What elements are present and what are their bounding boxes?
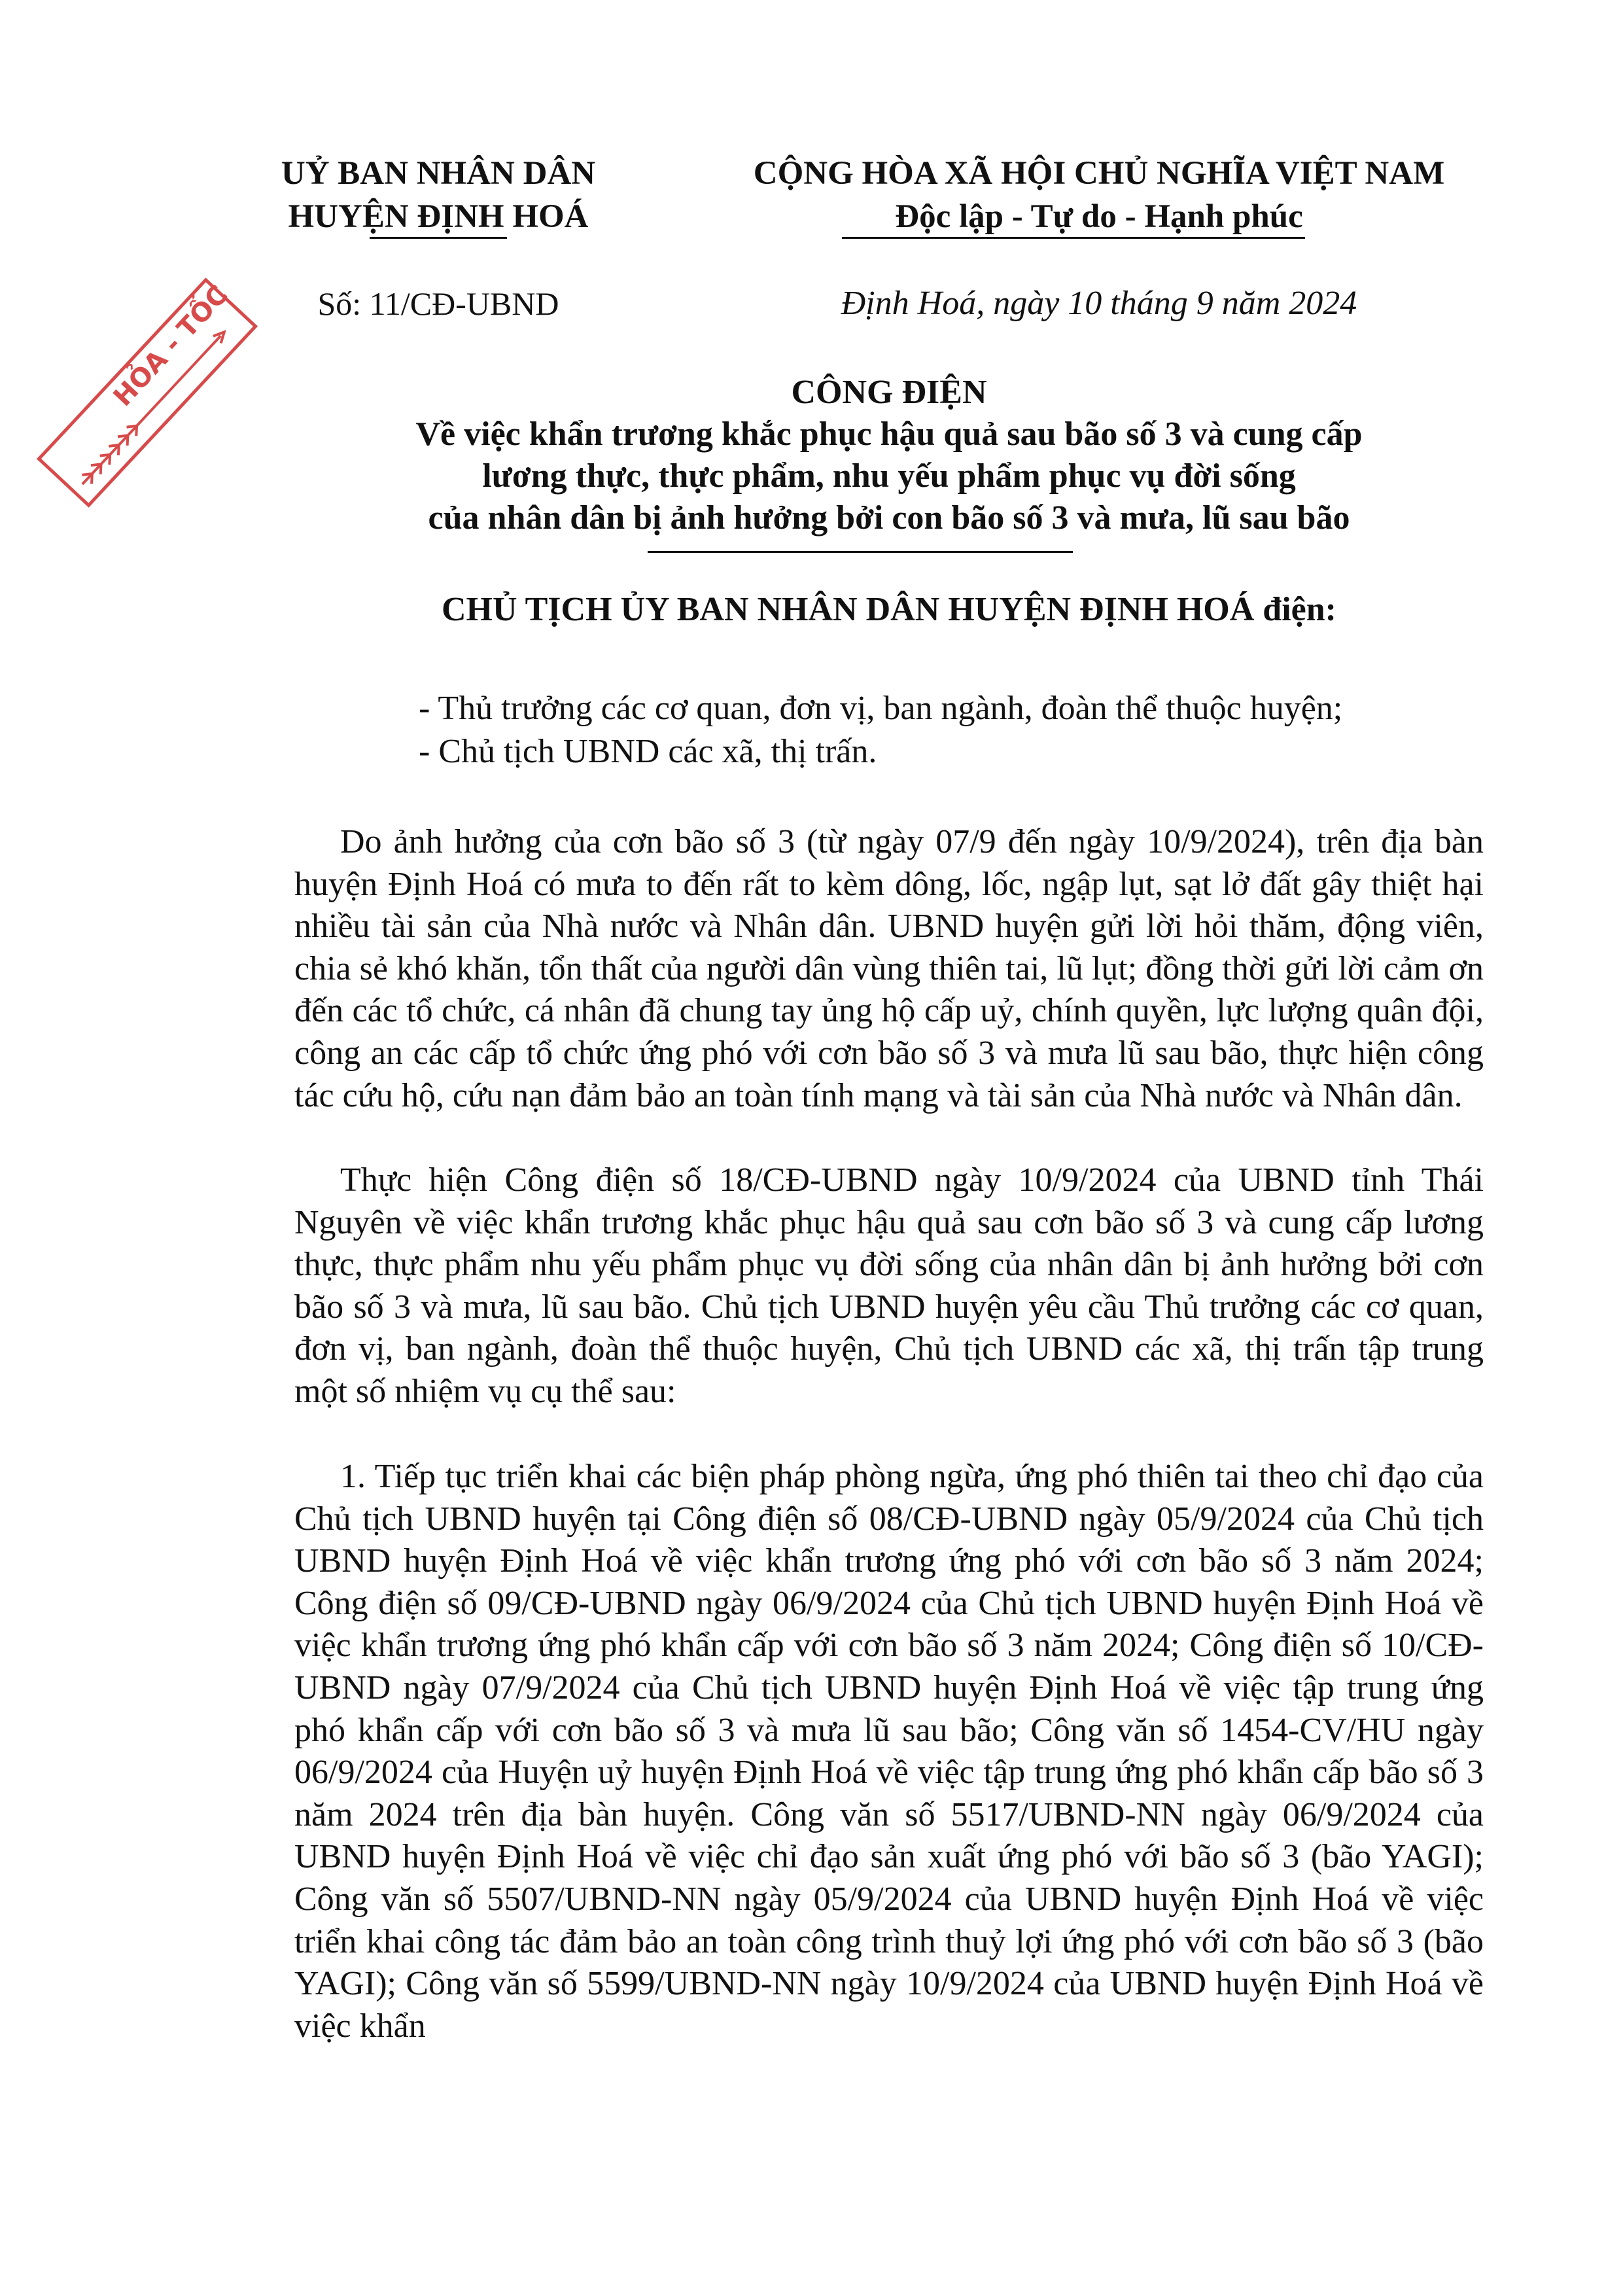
document-number: Số: 11/CĐ-UBND	[317, 285, 559, 322]
subject-line-3: của nhân dân bị ảnh hưởng bởi con bão số 3 và mưa, lũ sau bão	[428, 499, 1350, 537]
recipient-item: - Chủ tịch UBND các xã, thị trấn.	[419, 733, 877, 770]
subject-line-2: lương thực, thực phẩm, nhu yếu phẩm phục vụ đời sống	[482, 457, 1296, 495]
subject	[294, 414, 1484, 539]
recipient-item: - Thủ trưởng các cơ quan, đơn vị, ban ngành, đoàn thể thuộc huyện;	[419, 690, 1343, 727]
body-paragraph-3: 1. Tiếp tục triển khai các biện pháp phòng ngừa, ứng phó thiên tai theo chỉ đạo của Chủ tịch UBND huyện tại Công điện số 08/CĐ-UBND ngày 05/9/2024 của Chủ tịch UBND huyện Định Hoá về việc khẩn trương ứng phó với cơn bão số 3 năm 2024; Công điện số 09/CĐ-UBND ngày 06/9/2024 của Chủ tịch UBND huyện Định Hoá về việc khẩn trương ứng phó khẩn cấp với cơn bão số 3 năm 2024; Công điện số 10/CĐ-UBND ngày 07/9/2024 của Chủ tịch UBND huyện Định Hoá về việc tập trung ứng phó khẩn cấp với cơn bão số 3 và mưa lũ sau bão; Công văn số 1454-CV/HU ngày 06/9/2024 của Huyện uỷ huyện Định Hoá về việc tập trung ứng phó khẩn cấp bão số 3 năm 2024 trên địa bàn huyện. Công văn số 5517/UBND-NN ngày 06/9/2024 của UBND huyện Định Hoá về việc chỉ đạo sản xuất ứng phó với bão số 3 (bão YAGI); Công văn số 5507/UBND-NN ngày 05/9/2024 của UBND huyện Định Hoá về việc triển khai công tác đảm bảo an toàn công trình thuỷ lợi ứng phó với cơn bão số 3 (bão YAGI); Công văn số 5599/UBND-NN ngày 10/9/2024 của UBND huyện Định Hoá về việc khẩn	[294, 1458, 1484, 2045]
body-paragraph-1: Do ảnh hưởng của cơn bão số 3 (từ ngày 07/9 đến ngày 10/9/2024), trên địa bàn huyện Định Hoá có mưa to đến rất to kèm dông, lốc, ngập lụt, sạt lở đất gây thiệt hại nhiều tài sản của Nhà nước và Nhân dân. UBND huyện gửi lời hỏi thăm, động viên, chia sẻ khó khăn, tổn thất của người dân vùng thiên tai, lũ lụt; đồng thời gửi lời cảm ơn đến các tổ chức, cá nhân đã chung tay ủng hộ cấp uỷ, chính quyền, lực lượng quân đội, công an các cấp tổ chức ứng phó với cơn bão số 3 và mưa lũ sau bão, thực hiện công tác cứu hộ, cứu nạn đảm bảo an toàn tính mạng và tài sản của Nhà nước và Nhân dân.	[294, 823, 1484, 1114]
document-type: CÔNG ĐIỆN	[791, 374, 987, 411]
motto: Độc lập - Tự do - Hạnh phúc	[895, 198, 1303, 235]
subject-line-1: Về việc khẩn trương khắc phục hậu quả sau bão số 3 và cung cấp	[415, 415, 1363, 453]
country-name: CỘNG HÒA XÃ HỘI CHỦ NGHĨA VIỆT NAM	[753, 155, 1445, 192]
body-paragraph-2: Thực hiện Công điện số 18/CĐ-UBND ngày 10/9/2024 của UBND tỉnh Thái Nguyên về việc khẩn trương khắc phục hậu quả sau cơn bão số 3 và cung cấp lương thực, thực phẩm nhu yếu phẩm phục vụ đời sống của nhân dân bị ảnh hưởng bởi cơn bão số 3 và mưa, lũ sau bão. Chủ tịch UBND huyện yêu cầu Thủ trưởng các cơ quan, đơn vị, ban ngành, đoàn thể thuộc huyện, Chủ tịch UBND các xã, thị trấn tập trung một số nhiệm vụ cụ thể sau:	[294, 1161, 1484, 1410]
stamp-text: HỎA - TỐC	[107, 279, 234, 412]
national-motto	[674, 152, 1524, 238]
agency-underline	[370, 237, 507, 239]
issuer-line: CHỦ TỊCH ỦY BAN NHÂN DÂN HUYỆN ĐỊNH HOÁ điện:	[442, 591, 1336, 628]
title-underline	[648, 551, 1073, 553]
motto-underline	[842, 237, 1305, 239]
place-date: Định Hoá, ngày 10 tháng 9 năm 2024	[841, 285, 1357, 322]
agency-line-2: HUYỆN ĐỊNH HOÁ	[288, 198, 589, 235]
issuing-agency	[249, 152, 628, 238]
agency-line-1: UỶ BAN NHÂN DÂN	[281, 155, 596, 192]
